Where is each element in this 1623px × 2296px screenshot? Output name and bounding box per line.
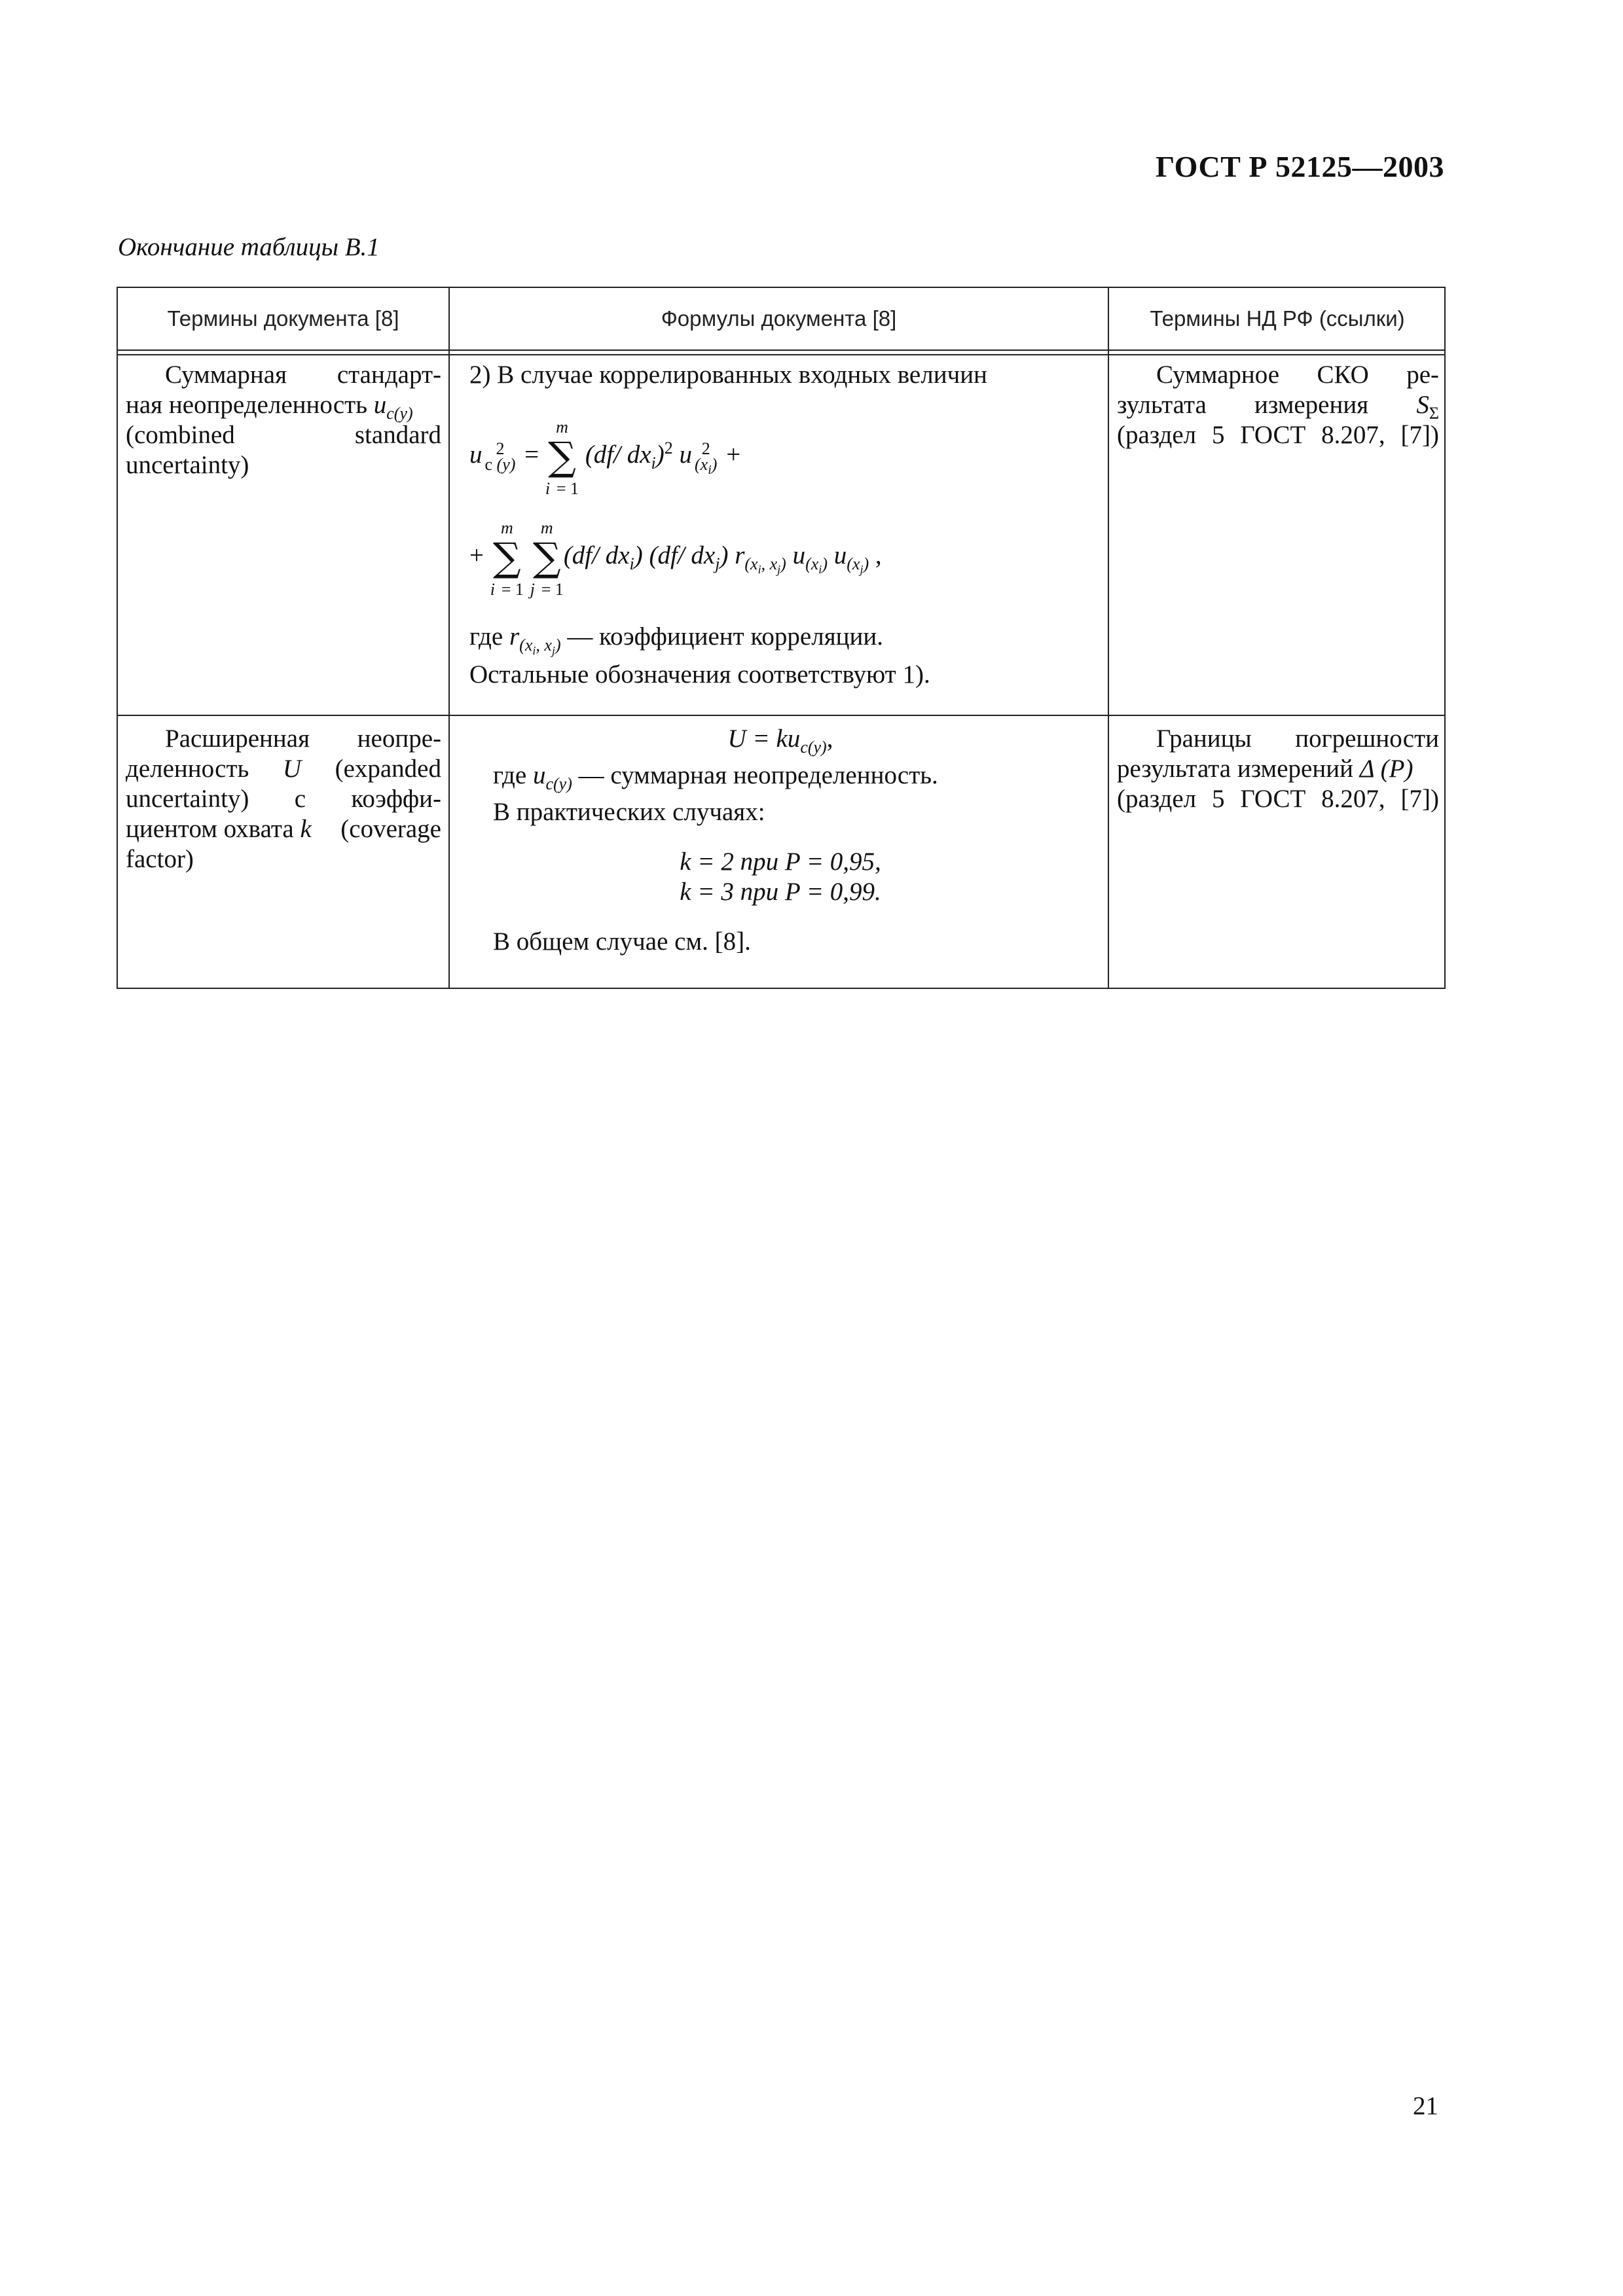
row1-term: Суммарная стандарт- ная неопределенность $u_{c(y)}$ (combined standard uncertainty) (126, 361, 441, 479)
row2-reference: Границы погрешности результата измерений Δ (P) (раздел 5 ГОСТ 8.207, [7]) (1117, 725, 1439, 813)
terms-table (117, 287, 1446, 989)
page-number: 21 (1413, 2092, 1438, 2120)
column-header-references: Термины НД РФ (ссылки) (1150, 306, 1405, 331)
column-header-terms: Термины документа [8] (167, 306, 399, 331)
row1-formula: 2) В случае коррелированных входных величин u 2 с (y) = m ∑ i = 1 (df/ $dx_i)^2$ u 2 $(x_i)$ + + m ∑ i = 1 m ∑ j = 1(df/ $dx_i$) (df/ $dx_j$) $r_{(x_i, x_j)}$ $u_{(x_i)}$ $u_{(x_j)}$ , где $r_{(x_i, x_j)}$ — коэффициент корреляции. Остальные обозначения соответствуют 1). (469, 361, 987, 689)
formula-line-1: u 2 с (y) = m ∑ i = 1 (df/ $dx_i)^2$ u 2 $(x_i)$ + (469, 418, 741, 498)
correlation-note: где $r_{(x_i, x_j)}$ — коэффициент корреляции. (469, 622, 884, 657)
table-caption: Окончание таблицы В.1 (118, 233, 380, 261)
formula-line-2: + m ∑ i = 1 m ∑ j = 1(df/ $dx_i$) (df/ $dx_j$) $r_{(x_i, x_j)}$ $u_{(x_i)}$ $u_{(x_j)}$ , (469, 518, 882, 599)
expanded-formula: $U = ku_{c(y)}$, (727, 725, 833, 757)
row2-term: Расширенная неопре- деленность U (expanded uncertainty) с коэффи- циентом охвата k (coverage factor) (126, 725, 441, 873)
standard-number: ГОСТ Р 52125—2003 (1156, 150, 1444, 183)
row2-formula: $U = ku_{c(y)}$, где $u_{c(y)}$ — суммарная неопределенность. В практических случаях: k = 2 при P = 0,95, k = 3 при P = 0,99. В общем случае см. [8]. (469, 724, 1091, 986)
column-header-formulas: Формулы документа [8] (661, 306, 897, 331)
row1-reference: Суммарное СКО ре- зультата измерения $S_\Sigma$ (раздел 5 ГОСТ 8.207, [7]) (1117, 361, 1439, 449)
